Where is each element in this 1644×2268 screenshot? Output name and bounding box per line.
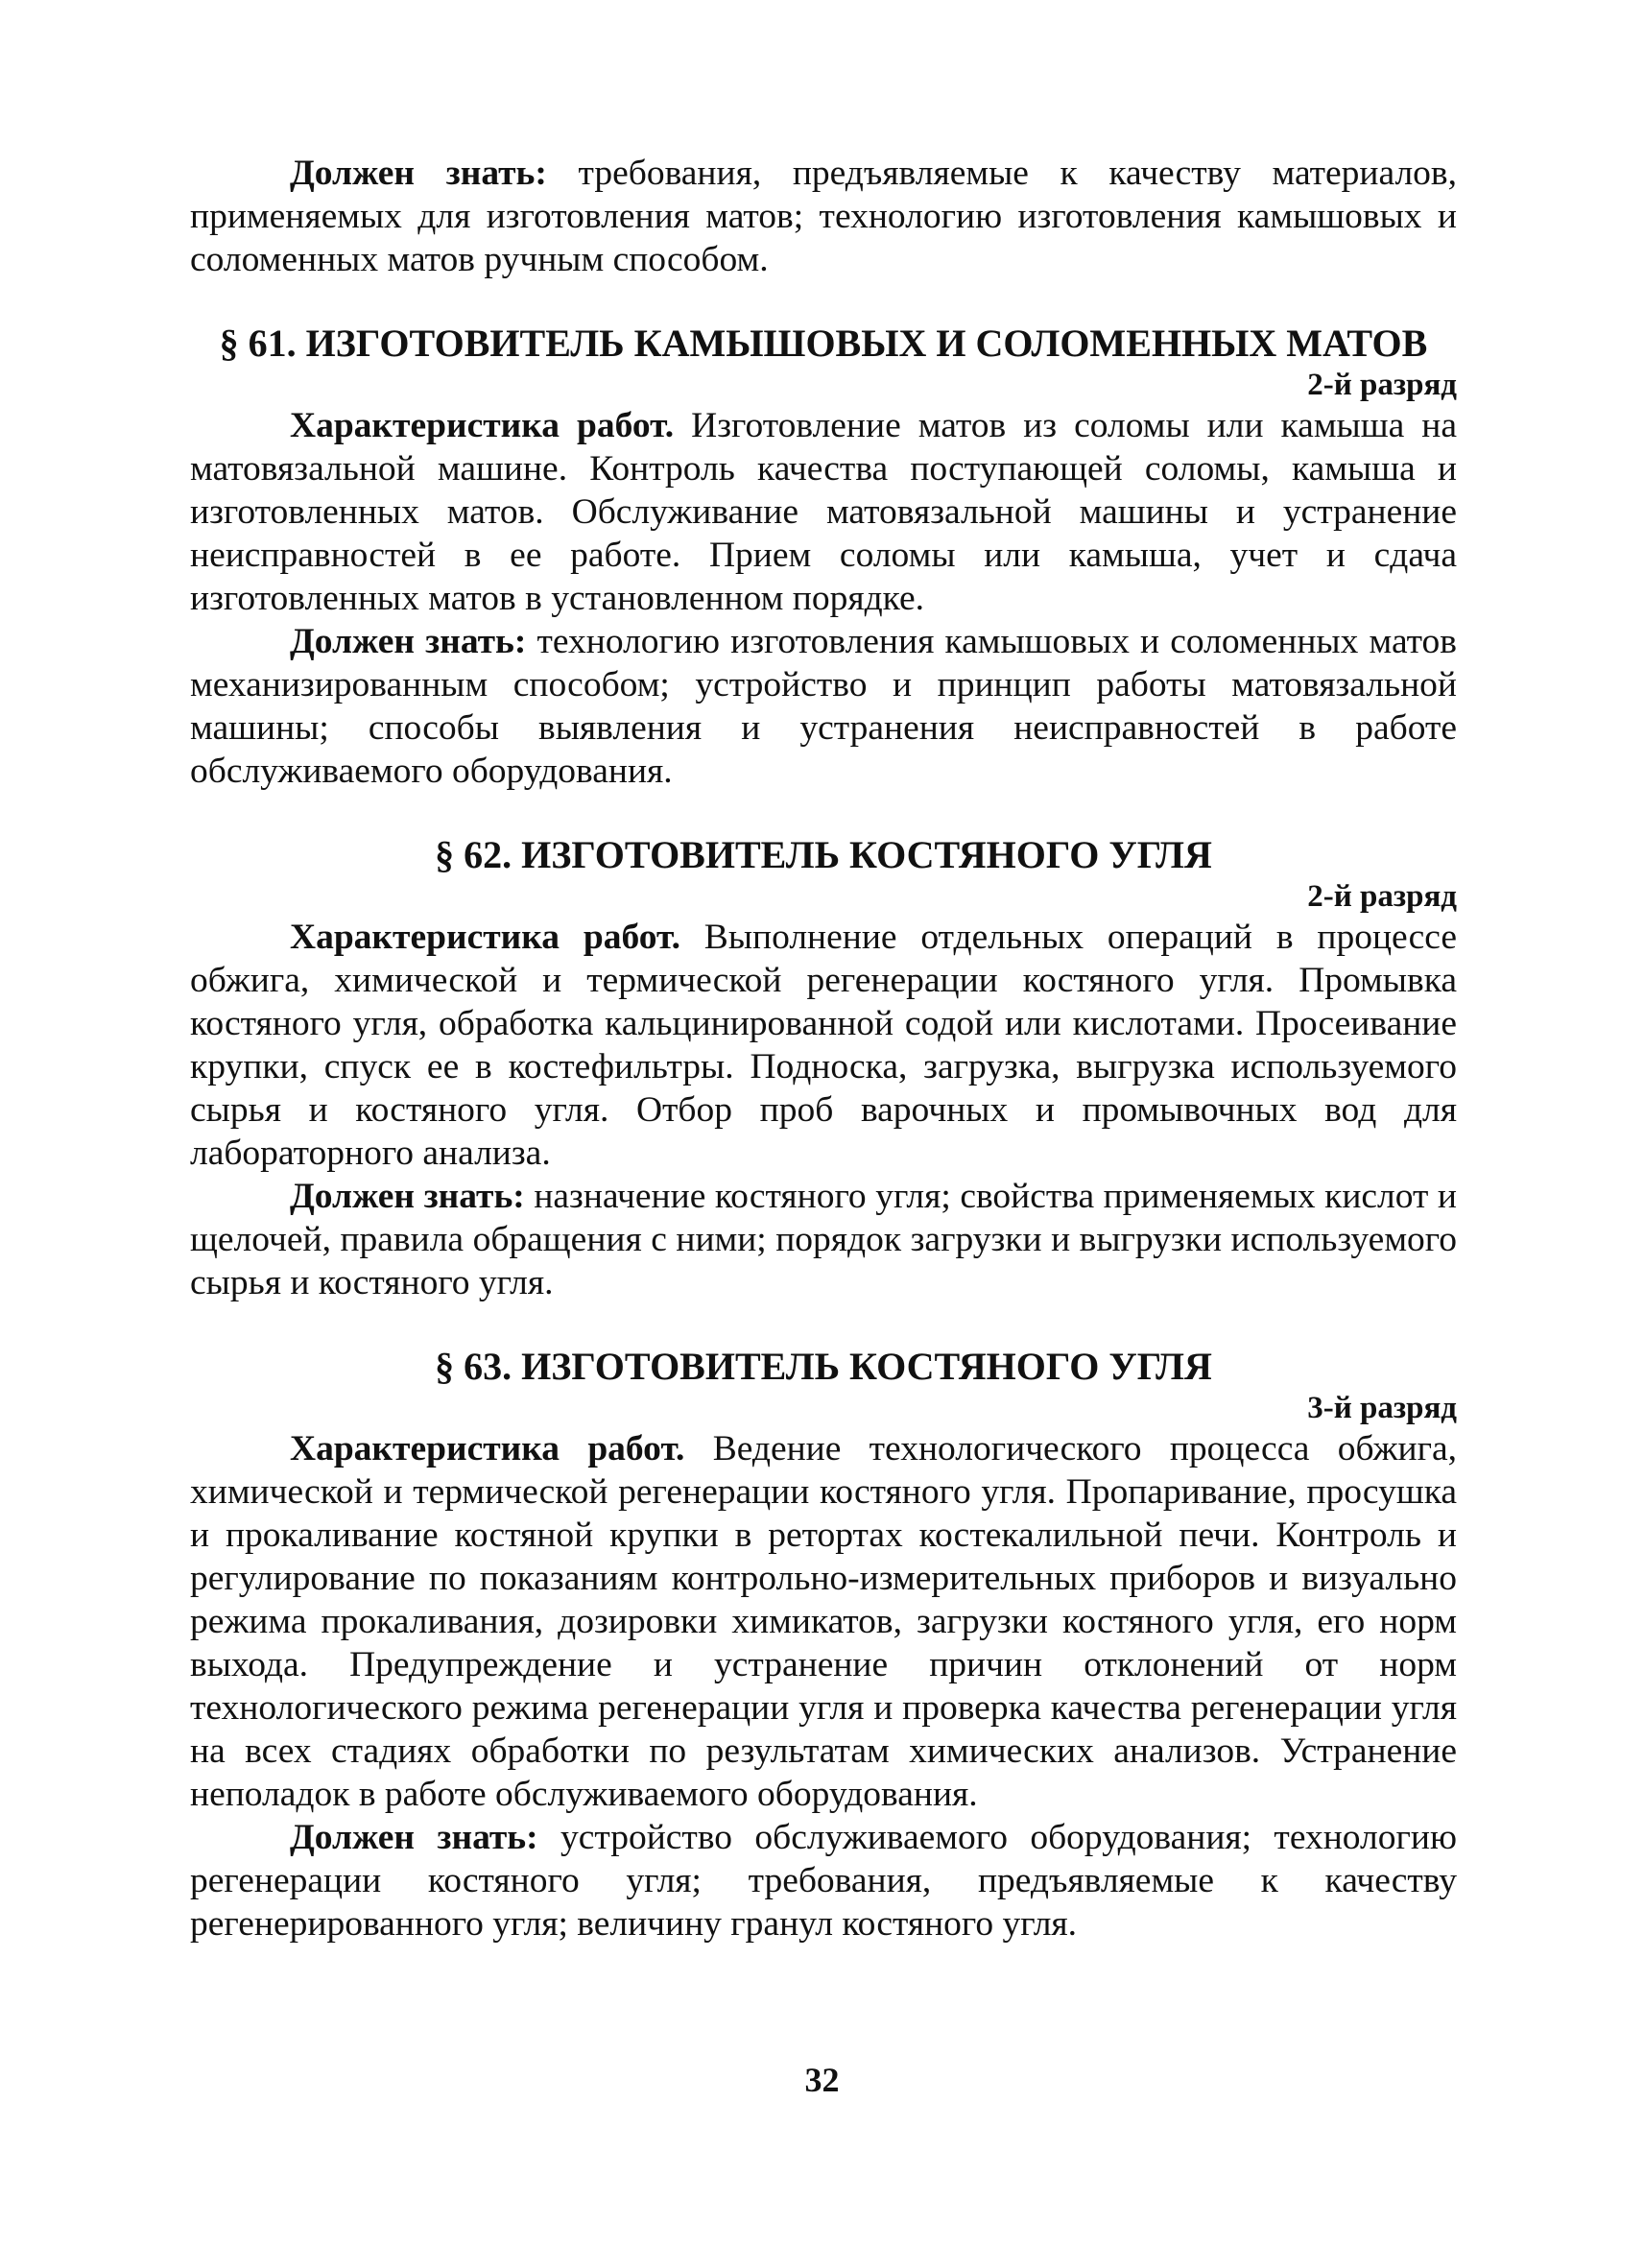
spacer — [190, 281, 1457, 322]
section-63-knowledge-text: устройство обслуживаемого оборудования; технологию регенерации костяного угля; требования, предъявляемые к качеству регенерированного угля; величину гранул костяного угля. — [190, 1818, 1457, 1944]
section-63-knowledge — [190, 1816, 1457, 1946]
section-62-characteristic-text: Выполнение отдельных операций в процессе обжига, химической и термической регенерации костяного угля. Промывка костяного угля, обработка кальцинированной содой или кислотами. Просеивание крупки, спуск ее в костефильтры. Подноска, загрузка, выгрузка используемого сырья и костяного угля. Отбор проб варочных и промывочных вод для лабораторного анализа. — [190, 918, 1457, 1173]
intro-knowledge-paragraph — [190, 152, 1457, 281]
spacer — [190, 793, 1457, 833]
section-61-characteristic-text: Изготовление матов из соломы или камыша на матовязальной машине. Контроль качества поступающей соломы, камыша и изготовленных матов. Обслуживание матовязальной машины и устранение неисправностей в ее работе. Прием соломы или камыша, учет и сдача изготовленных матов в установленном порядке. — [190, 406, 1457, 618]
intro-knowledge-label: Должен знать: — [290, 154, 547, 193]
section-63-characteristic — [190, 1427, 1457, 1816]
page-number: 32 — [804, 2061, 840, 2099]
section-61-title: § 61. ИЗГОТОВИТЕЛЬ КАМЫШОВЫХ И СОЛОМЕННЫХ МАТОВ — [219, 322, 1428, 365]
section-61-characteristic — [190, 404, 1457, 620]
section-61-knowledge — [190, 620, 1457, 793]
section-62-knowledge-label: Должен знать: — [290, 1177, 525, 1216]
section-63-characteristic-text: Ведение технологического процесса обжига, химической и термической регенерации костяного угля. Пропаривание, просушка и прокаливание костяной крупки в ретортах костекалильной печи. Контроль и регулирование по показаниям контрольно-измерительных приборов и визуально режима прокаливания, дозировки химикатов, загрузки костяного угля, его норм выхода. Предупреждение и устранение причин отклонений от норм технологического режима регенерации угля и проверка качества регенерации угля на всех стадиях обработки по результатам химических анализов. Устранение неполадок в работе обслуживаемого оборудования. — [190, 1429, 1457, 1814]
section-62-knowledge-text: назначение костяного угля; свойства применяемых кислот и щелочей, правила обращения с ними; порядок загрузки и выгрузки используемого сырья и костяного угля. — [190, 1177, 1457, 1302]
section-62-characteristic-label: Характеристика работ. — [290, 918, 680, 957]
section-63-knowledge-label: Должен знать: — [290, 1818, 538, 1857]
section-62-rank: 2-й разряд — [1307, 879, 1457, 914]
section-63-rank: 3-й разряд — [1307, 1391, 1457, 1425]
section-62-characteristic — [190, 916, 1457, 1175]
section-61-rank: 2-й разряд — [1307, 368, 1457, 402]
page-content — [190, 152, 1457, 1946]
section-62-knowledge — [190, 1175, 1457, 1304]
section-61-knowledge-label: Должен знать: — [290, 622, 527, 661]
section-61-knowledge-text: технологию изготовления камышовых и соломенных матов механизированным способом; устройство и принцип работы матовязальной машины; способы выявления и устранения неисправностей в работе обслуживаемого оборудования. — [190, 622, 1457, 791]
spacer — [190, 1304, 1457, 1345]
section-62-title: § 62. ИЗГОТОВИТЕЛЬ КОСТЯНОГО УГЛЯ — [435, 833, 1212, 876]
section-63-title: § 63. ИЗГОТОВИТЕЛЬ КОСТЯНОГО УГЛЯ — [435, 1345, 1212, 1388]
section-61-characteristic-label: Характеристика работ. — [290, 406, 675, 445]
section-63-characteristic-label: Характеристика работ. — [290, 1429, 685, 1468]
intro-knowledge-text: требования, предъявляемые к качеству материалов, применяемых для изготовления матов; технологию изготовления камышовых и соломенных матов ручным способом. — [190, 154, 1457, 279]
